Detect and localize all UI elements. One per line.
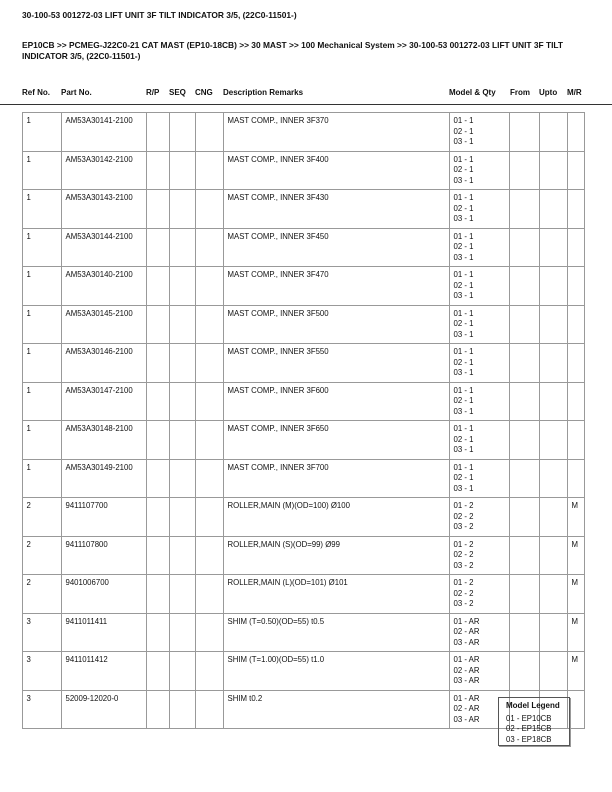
cell-empty xyxy=(146,151,169,190)
cell-mr: M xyxy=(567,575,584,614)
qty-line: 02 - 2 xyxy=(453,511,474,521)
column-header: Model & Qty xyxy=(449,88,496,97)
qty-line: 02 - 1 xyxy=(453,203,474,213)
cell-empty xyxy=(195,151,223,190)
cell-part: AM53A30144-2100 xyxy=(61,228,146,267)
cell-desc: ROLLER,MAIN (S)(OD=99) Ø99 xyxy=(223,536,449,575)
cell-empty xyxy=(539,113,567,152)
cell-empty xyxy=(509,536,539,575)
qty-line: 01 - 2 xyxy=(453,578,474,587)
cell-empty xyxy=(146,228,169,267)
column-header: Description Remarks xyxy=(223,88,304,97)
breadcrumb: EP10CB >> PCMEG-J22C0-21 CAT MAST (EP10-18CB) >> 30 MAST >> 100 Mechanical System >> 30-100-53 001272-03 LIFT UNIT 3F TILT INDICATOR 3/5, (22C0-11501-) xyxy=(22,40,564,61)
qty-line: 01 - 1 xyxy=(453,462,474,472)
qty-line: 01 - 1 xyxy=(453,231,474,241)
cell-mr: M xyxy=(567,498,584,537)
cell-ref: 3 xyxy=(22,652,61,691)
cell-part: AM53A30145-2100 xyxy=(61,305,146,344)
cell-empty xyxy=(169,113,195,152)
cell-mr: M xyxy=(567,613,584,652)
cell-part: AM53A30140-2100 xyxy=(61,267,146,306)
cell-empty xyxy=(195,536,223,575)
table-row xyxy=(22,267,584,306)
cell-part: 9401006700 xyxy=(61,575,146,614)
cell-desc: MAST COMP., INNER 3F500 xyxy=(223,305,449,344)
cell-ref: 1 xyxy=(22,190,61,229)
cell-empty xyxy=(509,382,539,421)
cell-empty xyxy=(539,382,567,421)
table-row xyxy=(22,305,584,344)
cell-empty xyxy=(195,113,223,152)
cell-model-qty xyxy=(449,228,509,267)
cell-model-qty xyxy=(449,151,509,190)
cell-empty xyxy=(195,613,223,652)
cell-part: 9411011412 xyxy=(61,652,146,691)
cell-model-qty xyxy=(449,190,509,229)
cell-empty xyxy=(195,190,223,229)
qty-line: 02 - 1 xyxy=(453,126,474,136)
cell-empty xyxy=(509,113,539,152)
cell-model-qty xyxy=(449,305,509,344)
table-row xyxy=(22,498,584,537)
cell-empty xyxy=(509,498,539,537)
qty-line: 03 - 1 xyxy=(453,368,474,377)
table-row xyxy=(22,113,584,152)
qty-line: 03 - 2 xyxy=(453,560,474,570)
table-row xyxy=(22,344,584,383)
legend-item: 02 - EP15CB xyxy=(506,724,552,733)
cell-part: 9411107800 xyxy=(61,536,146,575)
cell-desc: MAST COMP., INNER 3F370 xyxy=(223,113,449,152)
table-row xyxy=(22,421,584,460)
cell-model-qty xyxy=(449,575,509,614)
cell-mr xyxy=(567,459,584,498)
cell-ref: 3 xyxy=(22,613,61,652)
cell-empty xyxy=(509,151,539,190)
cell-part: AM53A30147-2100 xyxy=(61,382,146,421)
cell-part: AM53A30148-2100 xyxy=(61,421,146,460)
cell-mr: M xyxy=(567,536,584,575)
cell-empty xyxy=(509,190,539,229)
qty-line: 02 - AR xyxy=(453,665,480,675)
table-header xyxy=(0,88,612,105)
cell-part: AM53A30141-2100 xyxy=(61,113,146,152)
qty-line: 03 - 1 xyxy=(453,406,474,416)
cell-empty xyxy=(539,190,567,229)
cell-mr xyxy=(567,382,584,421)
qty-line: 03 - 1 xyxy=(453,445,474,454)
qty-line: 01 - 1 xyxy=(453,193,474,202)
cell-empty xyxy=(539,459,567,498)
cell-empty xyxy=(146,536,169,575)
cell-part: AM53A30146-2100 xyxy=(61,344,146,383)
cell-empty xyxy=(146,459,169,498)
cell-part: 9411011411 xyxy=(61,613,146,652)
cell-empty xyxy=(146,613,169,652)
cell-empty xyxy=(146,190,169,229)
cell-empty xyxy=(539,575,567,614)
cell-empty xyxy=(146,575,169,614)
cell-ref: 1 xyxy=(22,267,61,306)
cell-model-qty xyxy=(449,267,509,306)
table-row xyxy=(22,151,584,190)
qty-line: 01 - 1 xyxy=(453,424,474,433)
table-row xyxy=(22,652,584,691)
qty-line: 01 - AR xyxy=(453,616,480,626)
cell-empty xyxy=(509,267,539,306)
cell-part: AM53A30143-2100 xyxy=(61,190,146,229)
cell-empty xyxy=(509,652,539,691)
qty-line: 02 - 2 xyxy=(453,550,474,559)
cell-mr xyxy=(567,344,584,383)
cell-desc: MAST COMP., INNER 3F430 xyxy=(223,190,449,229)
cell-desc: MAST COMP., INNER 3F700 xyxy=(223,459,449,498)
cell-ref: 1 xyxy=(22,421,61,460)
column-header: R/P xyxy=(146,88,160,97)
cell-empty xyxy=(169,305,195,344)
qty-line: 03 - 1 xyxy=(453,252,474,262)
qty-line: 02 - 1 xyxy=(453,396,474,405)
column-header: M/R xyxy=(567,88,582,97)
cell-model-qty xyxy=(449,344,509,383)
cell-empty xyxy=(146,652,169,691)
cell-ref: 1 xyxy=(22,382,61,421)
column-header: CNG xyxy=(195,88,213,97)
qty-line: 02 - 2 xyxy=(453,588,474,598)
cell-empty xyxy=(509,575,539,614)
column-header: Ref No. xyxy=(22,88,50,97)
cell-empty xyxy=(169,690,195,729)
cell-model-qty xyxy=(449,421,509,460)
cell-model-qty xyxy=(449,613,509,652)
page-title: 30-100-53 001272-03 LIFT UNIT 3F TILT INDICATOR 3/5, (22C0-11501-) xyxy=(22,10,297,20)
cell-desc: MAST COMP., INNER 3F600 xyxy=(223,382,449,421)
cell-part: 9411107700 xyxy=(61,498,146,537)
qty-line: 01 - 1 xyxy=(453,347,474,356)
cell-model-qty xyxy=(449,652,509,691)
cell-empty xyxy=(539,305,567,344)
cell-ref: 1 xyxy=(22,113,61,152)
cell-empty xyxy=(539,421,567,460)
qty-line: 01 - 1 xyxy=(453,154,474,164)
cell-desc: SHIM (T=1.00)(OD=55) t1.0 xyxy=(223,652,449,691)
qty-line: 03 - AR xyxy=(453,676,480,685)
cell-desc: MAST COMP., INNER 3F650 xyxy=(223,421,449,460)
qty-line: 01 - 2 xyxy=(453,539,474,549)
cell-empty xyxy=(195,344,223,383)
table-row xyxy=(22,459,584,498)
qty-line: 03 - 2 xyxy=(453,599,474,608)
cell-empty xyxy=(195,228,223,267)
cell-ref: 2 xyxy=(22,575,61,614)
qty-line: 01 - 1 xyxy=(453,308,474,318)
qty-line: 03 - 2 xyxy=(453,522,474,531)
qty-line: 03 - 1 xyxy=(453,175,474,185)
cell-mr: M xyxy=(567,652,584,691)
cell-desc: ROLLER,MAIN (M)(OD=100) Ø100 xyxy=(223,498,449,537)
qty-line: 01 - 2 xyxy=(453,501,474,510)
cell-model-qty xyxy=(449,113,509,152)
cell-ref: 3 xyxy=(22,690,61,729)
cell-ref: 1 xyxy=(22,151,61,190)
cell-empty xyxy=(539,267,567,306)
cell-empty xyxy=(195,382,223,421)
cell-ref: 1 xyxy=(22,228,61,267)
qty-line: 03 - 1 xyxy=(453,214,474,223)
column-header: Part No. xyxy=(61,88,92,97)
cell-mr xyxy=(567,267,584,306)
cell-desc: MAST COMP., INNER 3F550 xyxy=(223,344,449,383)
table-row xyxy=(22,613,584,652)
column-header: From xyxy=(510,88,530,97)
cell-empty xyxy=(169,536,195,575)
cell-desc: ROLLER,MAIN (L)(OD=101) Ø101 xyxy=(223,575,449,614)
cell-empty xyxy=(146,690,169,729)
cell-empty xyxy=(169,498,195,537)
cell-empty xyxy=(539,536,567,575)
cell-empty xyxy=(169,421,195,460)
cell-empty xyxy=(169,613,195,652)
qty-line: 02 - 1 xyxy=(453,280,474,290)
qty-line: 02 - 1 xyxy=(453,434,474,444)
cell-empty xyxy=(195,575,223,614)
cell-model-qty xyxy=(449,382,509,421)
qty-line: 02 - 1 xyxy=(453,473,474,482)
qty-line: 01 - 1 xyxy=(453,385,474,395)
cell-empty xyxy=(539,344,567,383)
cell-empty xyxy=(539,613,567,652)
cell-empty xyxy=(195,305,223,344)
cell-empty xyxy=(195,267,223,306)
cell-desc: MAST COMP., INNER 3F400 xyxy=(223,151,449,190)
cell-empty xyxy=(146,305,169,344)
cell-empty xyxy=(146,382,169,421)
qty-line: 02 - AR xyxy=(453,627,480,636)
cell-empty xyxy=(169,267,195,306)
cell-part: AM53A30142-2100 xyxy=(61,151,146,190)
cell-empty xyxy=(146,421,169,460)
parts-table xyxy=(22,112,585,729)
table-row xyxy=(22,382,584,421)
cell-ref: 2 xyxy=(22,536,61,575)
qty-line: 01 - 1 xyxy=(453,270,474,279)
table-row xyxy=(22,228,584,267)
cell-part: AM53A30149-2100 xyxy=(61,459,146,498)
cell-empty xyxy=(509,228,539,267)
cell-empty xyxy=(169,151,195,190)
cell-empty xyxy=(169,459,195,498)
cell-ref: 1 xyxy=(22,305,61,344)
qty-line: 01 - AR xyxy=(453,655,480,664)
qty-line: 01 - AR xyxy=(453,693,480,703)
column-header: SEQ xyxy=(169,88,186,97)
qty-line: 03 - AR xyxy=(453,714,480,724)
cell-empty xyxy=(509,421,539,460)
table-row xyxy=(22,536,584,575)
cell-empty xyxy=(195,690,223,729)
cell-empty xyxy=(169,228,195,267)
cell-mr xyxy=(567,113,584,152)
qty-line: 03 - 1 xyxy=(453,291,474,300)
legend-item: 01 - EP10CB xyxy=(506,713,552,723)
model-legend xyxy=(498,697,570,746)
cell-empty xyxy=(195,498,223,537)
qty-line: 02 - 1 xyxy=(453,165,474,174)
cell-model-qty xyxy=(449,459,509,498)
cell-mr xyxy=(567,305,584,344)
cell-mr xyxy=(567,190,584,229)
qty-line: 03 - 1 xyxy=(453,137,474,146)
column-header: Upto xyxy=(539,88,558,97)
cell-empty xyxy=(146,344,169,383)
cell-model-qty xyxy=(449,498,509,537)
cell-empty xyxy=(169,652,195,691)
cell-part: 52009-12020-0 xyxy=(61,690,146,729)
cell-empty xyxy=(195,421,223,460)
cell-mr xyxy=(567,421,584,460)
cell-empty xyxy=(169,575,195,614)
qty-line: 02 - 1 xyxy=(453,357,474,367)
cell-empty xyxy=(509,344,539,383)
qty-line: 01 - 1 xyxy=(453,116,474,125)
cell-desc: SHIM t0.2 xyxy=(223,690,449,729)
legend-title: Model Legend xyxy=(506,701,560,710)
cell-empty xyxy=(195,459,223,498)
cell-mr xyxy=(567,151,584,190)
cell-empty xyxy=(146,267,169,306)
cell-desc: SHIM (T=0.50)(OD=55) t0.5 xyxy=(223,613,449,652)
qty-line: 03 - AR xyxy=(453,637,480,647)
cell-empty xyxy=(539,151,567,190)
table-row xyxy=(22,575,584,614)
cell-ref: 2 xyxy=(22,498,61,537)
cell-empty xyxy=(539,652,567,691)
cell-empty xyxy=(509,459,539,498)
cell-empty xyxy=(146,113,169,152)
cell-desc: MAST COMP., INNER 3F470 xyxy=(223,267,449,306)
cell-empty xyxy=(509,613,539,652)
cell-ref: 1 xyxy=(22,459,61,498)
qty-line: 03 - 1 xyxy=(453,329,474,339)
cell-empty xyxy=(169,344,195,383)
cell-model-qty xyxy=(449,536,509,575)
qty-line: 02 - 1 xyxy=(453,242,474,251)
cell-empty xyxy=(195,652,223,691)
cell-empty xyxy=(169,382,195,421)
qty-line: 02 - AR xyxy=(453,704,480,713)
cell-empty xyxy=(169,190,195,229)
cell-empty xyxy=(509,305,539,344)
cell-empty xyxy=(539,228,567,267)
cell-empty xyxy=(539,498,567,537)
table-row xyxy=(22,190,584,229)
cell-ref: 1 xyxy=(22,344,61,383)
qty-line: 03 - 1 xyxy=(453,483,474,493)
legend-item: 03 - EP18CB xyxy=(506,734,552,744)
qty-line: 02 - 1 xyxy=(453,319,474,328)
cell-empty xyxy=(146,498,169,537)
cell-mr xyxy=(567,228,584,267)
cell-desc: MAST COMP., INNER 3F450 xyxy=(223,228,449,267)
